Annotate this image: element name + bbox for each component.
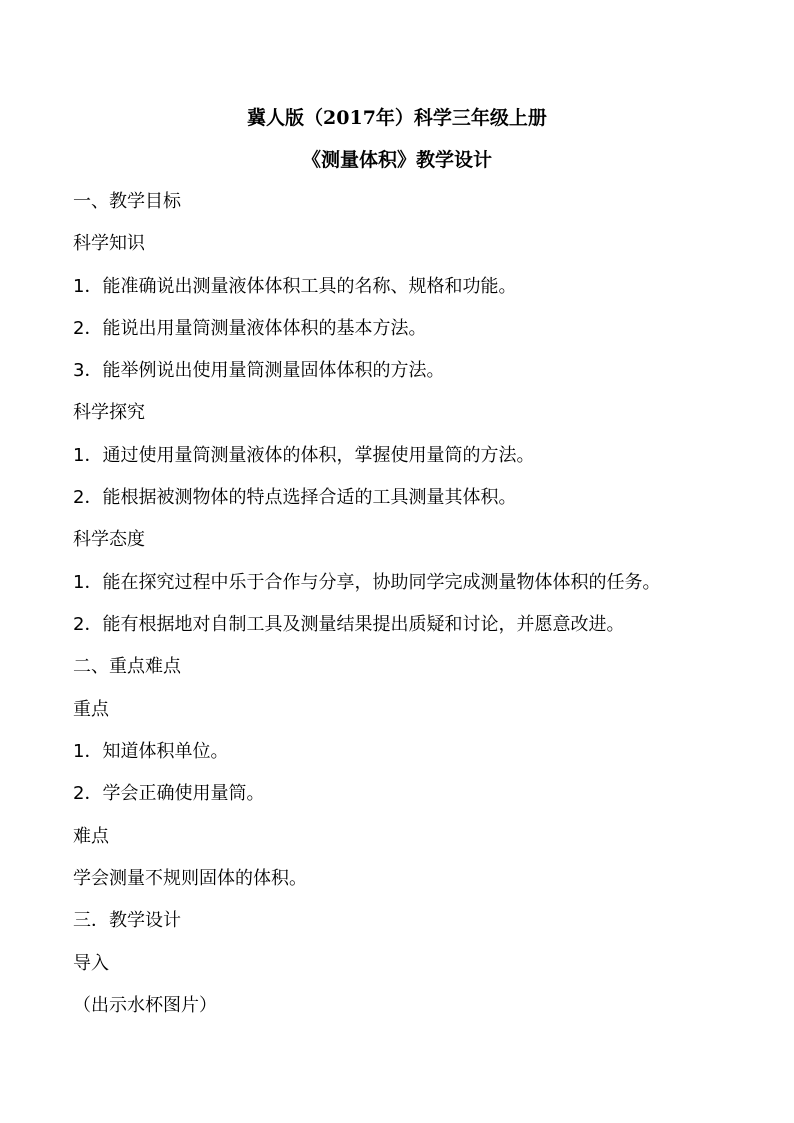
section-heading-objectives: 一、教学目标 (73, 191, 181, 212)
stage-direction: （出示水杯图片） (73, 995, 217, 1016)
section-heading-key-points: 二、重点难点 (73, 656, 181, 677)
subheading-science-attitude: 科学态度 (73, 529, 145, 550)
section-heading-teaching-design: 三．教学设计 (73, 910, 181, 931)
list-item: 1．通过使用量筒测量液体的体积，掌握使用量筒的方法。 (73, 445, 535, 466)
list-item: 2．能根据被测物体的特点选择合适的工具测量其体积。 (73, 487, 517, 508)
subheading-science-knowledge: 科学知识 (73, 233, 145, 254)
subheading-difficulties: 难点 (73, 826, 109, 847)
list-item: 2．学会正确使用量筒。 (73, 783, 265, 804)
subheading-key-points: 重点 (73, 699, 109, 720)
list-item: 2．能有根据地对自制工具及测量结果提出质疑和讨论，并愿意改进。 (73, 614, 625, 635)
subheading-introduction: 导入 (73, 953, 109, 974)
list-item: 3．能举例说出使用量筒测量固体体积的方法。 (73, 360, 445, 381)
list-item: 1．能在探究过程中乐于合作与分享，协助同学完成测量物体体积的任务。 (73, 572, 661, 593)
subheading-science-inquiry: 科学探究 (73, 402, 145, 423)
list-item: 1．知道体积单位。 (73, 741, 229, 762)
document-title: 冀人版（2017年）科学三年级上册 (247, 107, 547, 129)
document-subtitle: 《测量体积》教学设计 (301, 149, 492, 171)
list-item: 1．能准确说出测量液体体积工具的名称、规格和功能。 (73, 276, 517, 297)
list-item: 2．能说出用量筒测量液体体积的基本方法。 (73, 318, 427, 339)
list-item: 学会测量不规则固体的体积。 (73, 868, 307, 889)
